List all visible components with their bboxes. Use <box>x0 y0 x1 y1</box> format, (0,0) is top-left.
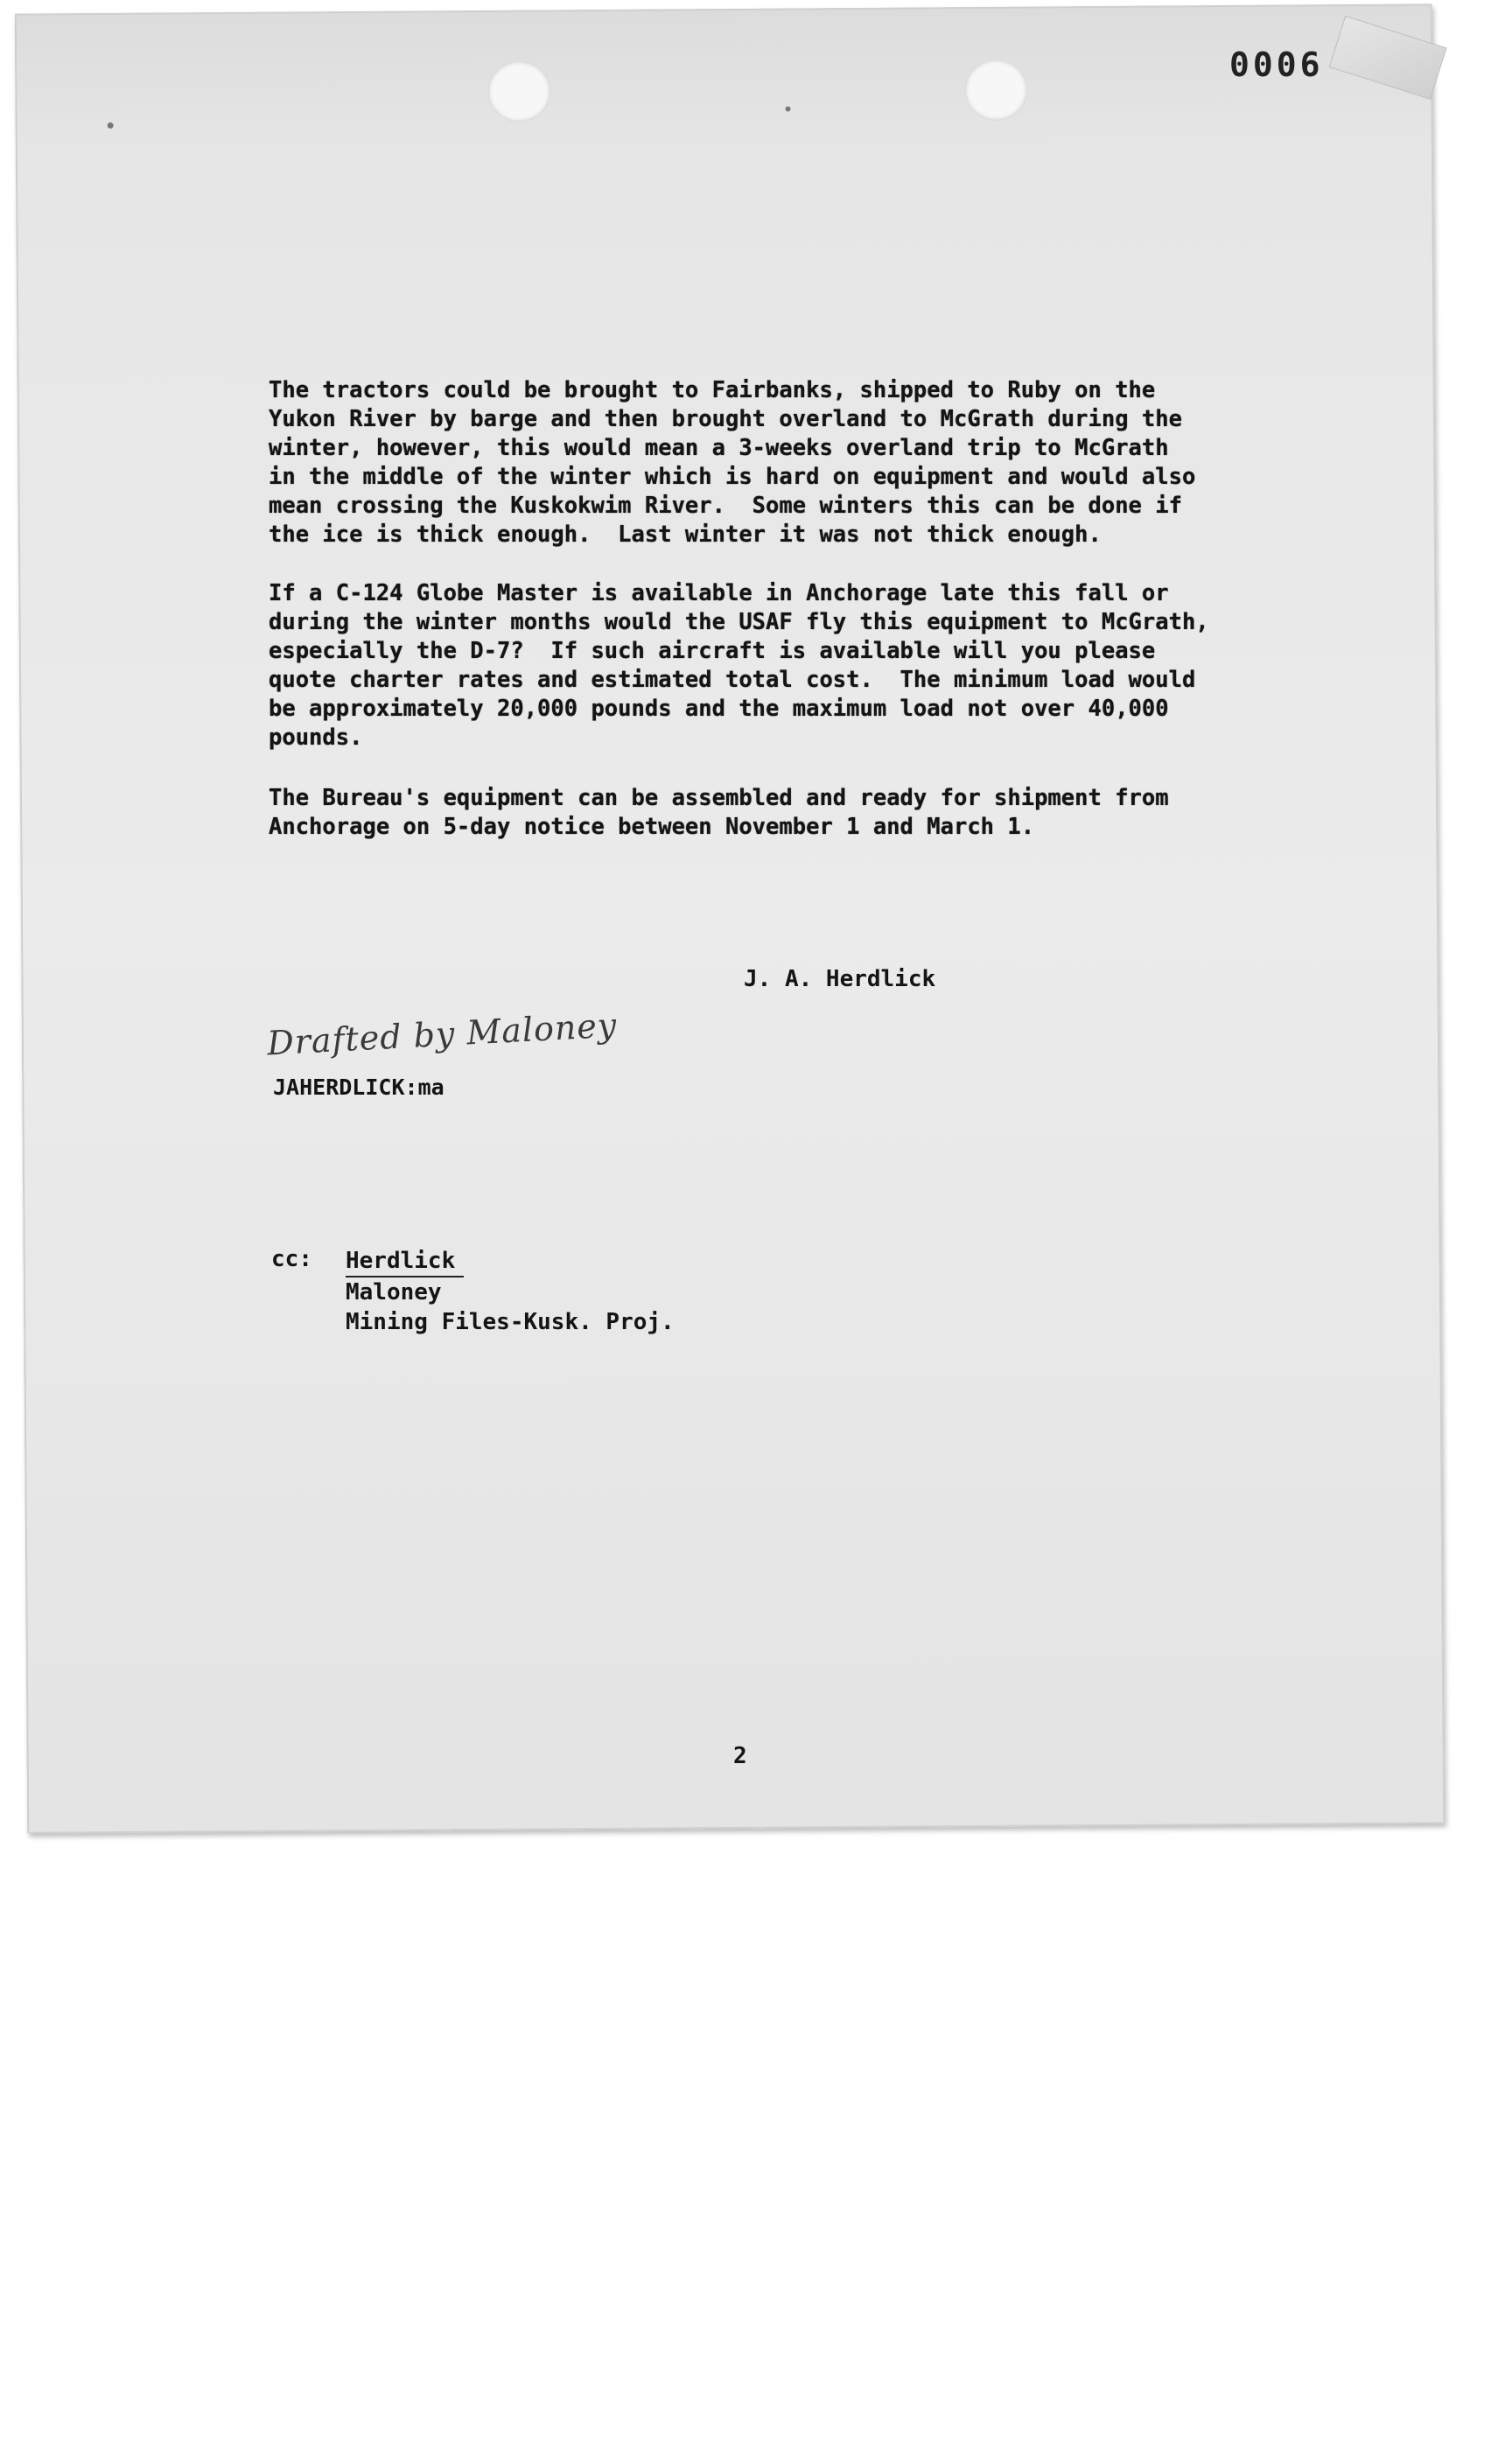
handwritten-note: Drafted by Maloney <box>266 1005 619 1063</box>
document-page <box>15 4 1445 1833</box>
cc-item: Herdlick <box>346 1246 675 1278</box>
page-number: 2 <box>733 1743 747 1769</box>
document-number: 0006 <box>1229 46 1324 84</box>
cc-label: cc: <box>271 1246 312 1272</box>
punch-hole-left <box>487 60 550 122</box>
paragraph-1: The tractors could be brought to Fairbanks, shipped to Ruby on the Yukon River by barge and then brought overland to McGrath during the winter, however, this would mean a 3-weeks overland trip to McGrath in the middle of the winter which is hard on equipment and would also mean crossing the Kuskokwim River. Some winters this can be done if the ice is thick enough. Last winter it was not thick enough. <box>269 377 1196 548</box>
cc-item: Mining Files-Kusk. Proj. <box>346 1309 675 1335</box>
typist-initials: JAHERDLICK:ma <box>273 1074 444 1100</box>
punch-hole-right <box>964 60 1027 122</box>
speck-mark <box>108 122 114 129</box>
cc-item: Maloney <box>346 1279 442 1306</box>
signature-name: J. A. Herdlick <box>744 966 936 992</box>
speck-mark <box>786 106 791 111</box>
folded-corner <box>1329 16 1447 100</box>
paragraph-3: The Bureau's equipment can be assembled and ready for shipment from Anchorage on 5-day notice between November 1 and March 1. <box>269 785 1169 840</box>
cc-list <box>346 1246 675 1337</box>
paragraph-2: If a C-124 Globe Master is available in Anchorage late this fall or during the winter months would the USAF fly this equipment to McGrath, especially the D-7? If such aircraft is available will you please quote charter rates and estimated total cost. The minimum load would be approximately 20,000 pounds and the maximum load not over 40,000 pounds. <box>269 580 1209 751</box>
